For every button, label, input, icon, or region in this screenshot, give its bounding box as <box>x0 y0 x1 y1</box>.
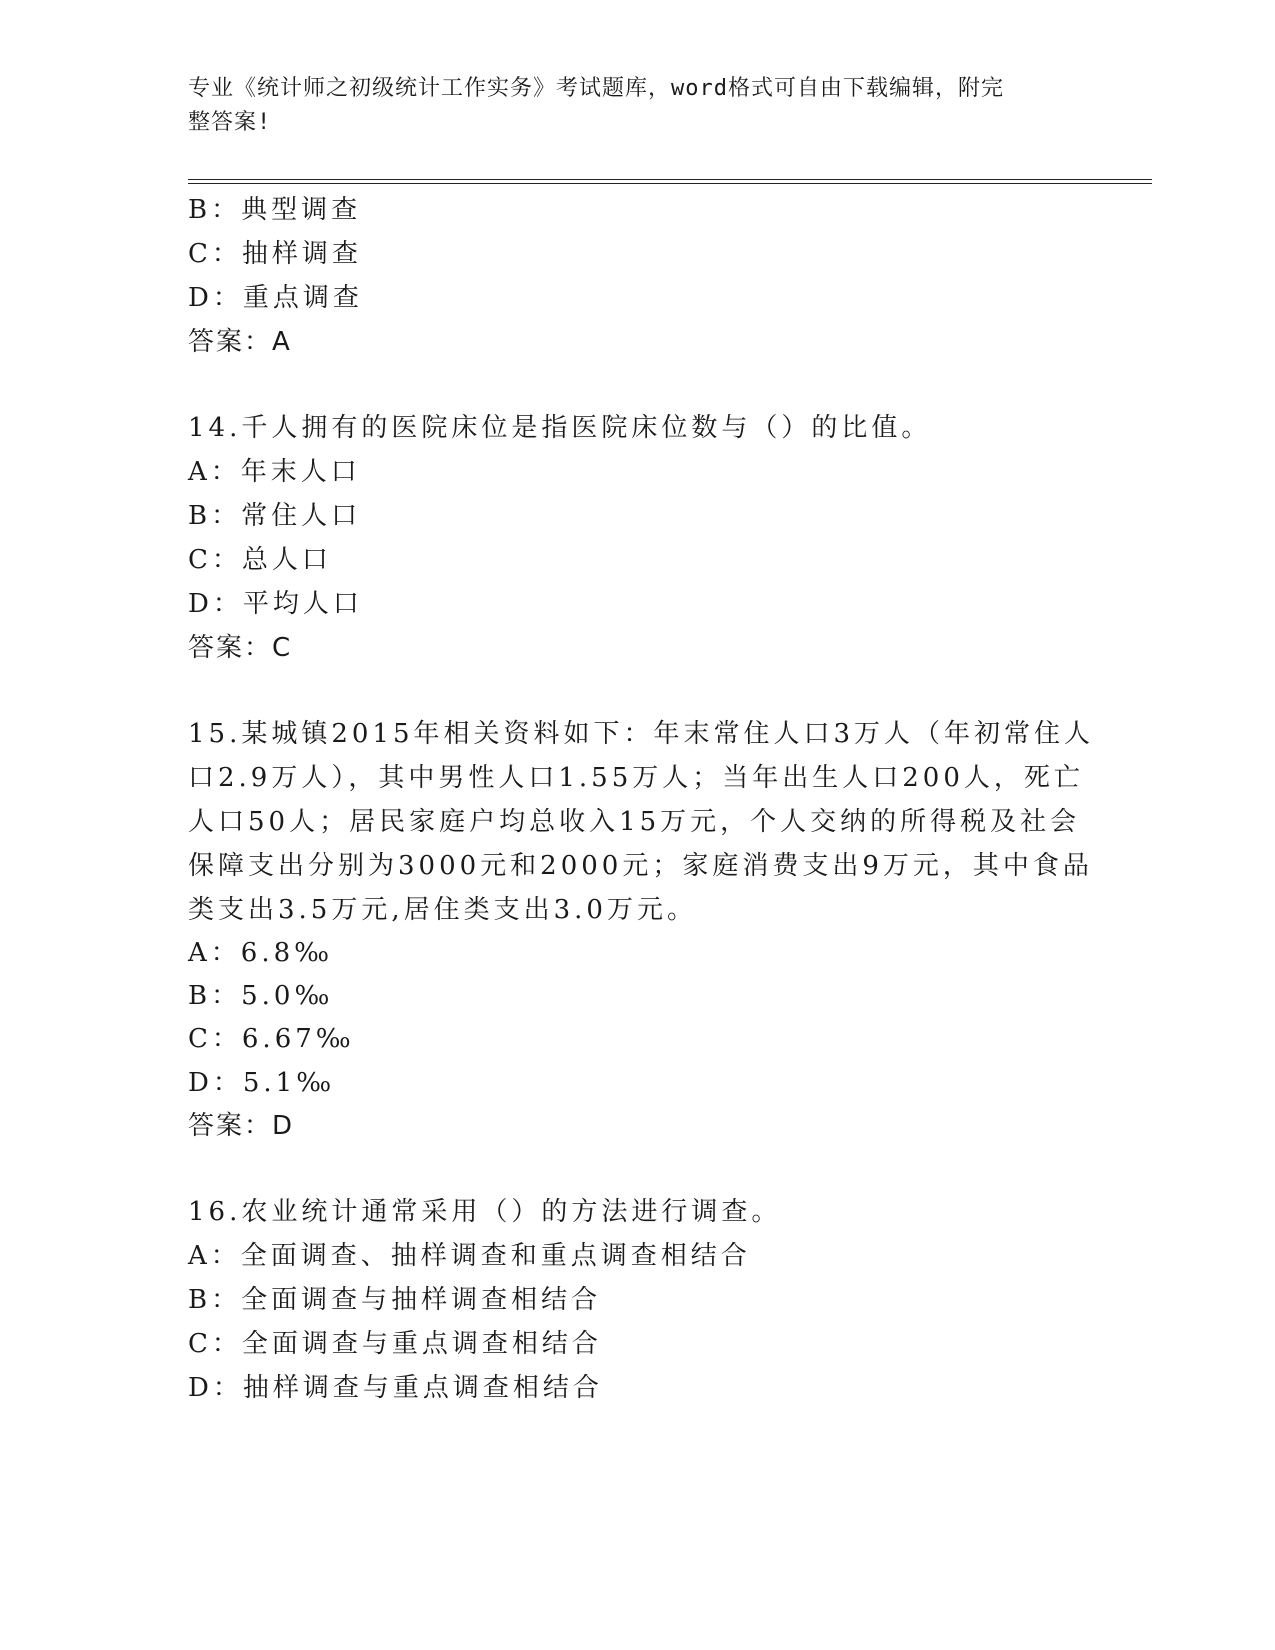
q16-question: 16.农业统计通常采用（）的方法进行调查。 <box>188 1197 782 1227</box>
q15-question-line-1: 15.某城镇2015年相关资料如下：年末常住人口3万人（年初常住人 <box>188 719 1095 749</box>
q14-answer: 答案：C <box>188 633 293 663</box>
q15-question-line-3: 人口50人；居民家庭户均总收入15万元，个人交纳的所得税及社会 <box>188 807 1081 837</box>
header-divider-top <box>188 179 1152 180</box>
q14-option-b: B：常住人口 <box>188 501 362 531</box>
q15-question-line-5: 类支出3.5万元,居住类支出3.0万元。 <box>188 895 697 925</box>
document-header <box>188 72 1088 140</box>
q14-option-d: D：平均人口 <box>188 589 363 619</box>
q15-option-d: D：5.1‰ <box>188 1068 336 1098</box>
q13-option-b: B：典型调查 <box>188 195 362 225</box>
q13-option-c: C：抽样调查 <box>188 239 362 269</box>
q16-option-b: B：全面调查与抽样调查相结合 <box>188 1285 602 1315</box>
q15-question-line-4: 保障支出分别为3000元和2000元；家庭消费支出9万元，其中食品 <box>188 851 1093 881</box>
q14-option-c: C：总人口 <box>188 545 332 575</box>
header-divider-bottom <box>188 183 1152 184</box>
q15-option-b: B：5.0‰ <box>188 981 334 1011</box>
q15-answer: 答案：D <box>188 1111 295 1141</box>
q16-option-c: C：全面调查与重点调查相结合 <box>188 1329 602 1359</box>
q14-question: 14.千人拥有的医院床位是指医院床位数与（）的比值。 <box>188 413 932 443</box>
q14-option-a: A：年末人口 <box>188 457 361 487</box>
q16-option-d: D：抽样调查与重点调查相结合 <box>188 1373 603 1403</box>
q15-option-c: C：6.67‰ <box>188 1024 355 1054</box>
header-line-2: 整答案! <box>188 110 272 135</box>
q13-option-d: D：重点调查 <box>188 283 363 313</box>
q15-option-a: A：6.8‰ <box>188 938 334 968</box>
header-line-1: 专业《统计师之初级统计工作实务》考试题库，word格式可自由下载编辑，附完 <box>188 76 1004 101</box>
q16-option-a: A：全面调查、抽样调查和重点调查相结合 <box>188 1241 751 1271</box>
q13-answer: 答案：A <box>188 327 292 357</box>
q15-question-line-2: 口2.9万人），其中男性人口1.55万人；当年出生人口200人，死亡 <box>188 763 1084 793</box>
